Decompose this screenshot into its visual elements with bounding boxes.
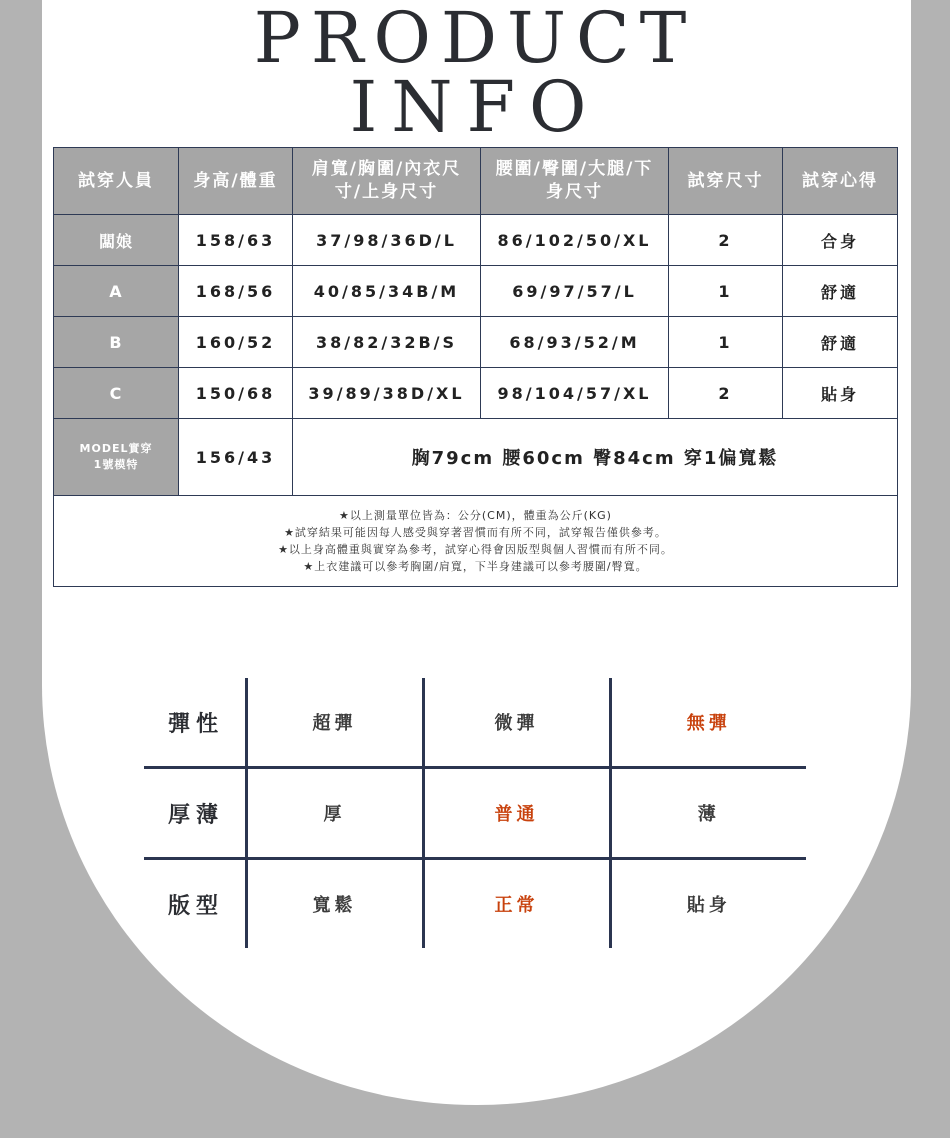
note-line: ★上衣建議可以參考胸圍/肩寬，下半身建議可以參考腰圍/臀寬。 [303,560,648,573]
row-lower: 86/102/50/XL [481,215,669,266]
attribute-row-fit [144,859,806,949]
header-try-size: 試穿尺寸 [669,148,783,215]
header-upper-size [293,148,481,215]
size-table [53,147,898,587]
row-tester-name: C [54,368,179,419]
attribute-row-thickness [144,768,806,859]
row-lower: 69/97/57/L [481,266,669,317]
header-lower-size-label: 腰圍/臀圍/大腿/下身尺寸 [495,159,654,202]
row-height-weight: 150/68 [179,368,293,419]
header-lower-size [481,148,669,215]
attribute-option: 厚 [246,768,423,859]
header-tester: 試穿人員 [54,148,179,215]
row-size: 1 [669,317,783,368]
row-lower: 98/104/57/XL [481,368,669,419]
model-measurement-note: 胸79cm 腰60cm 臀84cm 穿1偏寬鬆 [293,419,898,496]
row-size: 2 [669,215,783,266]
attribute-option: 寬鬆 [246,859,423,949]
table-row [54,215,898,266]
row-upper: 37/98/36D/L [293,215,481,266]
title-info: INFO [349,66,601,148]
measurement-notes [54,496,898,587]
fabric-attributes-grid [144,678,806,948]
row-tester-name: B [54,317,179,368]
row-height-weight: 168/56 [179,266,293,317]
table-row [54,266,898,317]
attribute-row-elasticity [144,678,806,768]
attribute-option: 超彈 [246,678,423,768]
attribute-option: 貼身 [610,859,806,949]
row-lower: 68/93/52/M [481,317,669,368]
row-height-weight: 160/52 [179,317,293,368]
model-label-line2: 1號模特 [93,458,139,471]
row-feedback: 舒適 [783,266,898,317]
attribute-label: 版型 [144,859,246,949]
row-upper: 40/85/34B/M [293,266,481,317]
header-feedback: 試穿心得 [783,148,898,215]
attribute-option-selected: 普通 [423,768,610,859]
title-product: PRODUCT [253,0,697,79]
size-table-header-row [54,148,898,215]
model-row [54,419,898,496]
note-line: ★試穿結果可能因每人感受與穿著習慣而有所不同，試穿報告僅供參考。 [284,526,667,539]
row-size: 2 [669,368,783,419]
row-tester-name: 闆娘 [54,215,179,266]
attribute-option-selected: 正常 [423,859,610,949]
model-label-line1: MODEL實穿 [79,442,153,455]
row-size: 1 [669,266,783,317]
row-feedback: 貼身 [783,368,898,419]
note-line: ★以上身高體重與實穿為參考，試穿心得會因版型與個人習慣而有所不同。 [278,543,673,556]
row-tester-name: A [54,266,179,317]
row-upper: 39/89/38D/XL [293,368,481,419]
attribute-option: 薄 [610,768,806,859]
note-line: ★以上測量單位皆為：公分(CM)，體重為公斤(KG) [339,509,612,522]
row-height-weight: 158/63 [179,215,293,266]
attribute-option: 微彈 [423,678,610,768]
attribute-label: 彈性 [168,711,225,737]
header-upper-size-label: 肩寬/胸圍/內衣尺寸/上身尺寸 [311,159,462,202]
attribute-label: 厚薄 [144,768,246,859]
notes-row [54,496,898,587]
table-row [54,317,898,368]
row-feedback: 舒適 [783,317,898,368]
model-label [54,419,179,496]
model-height-weight: 156/43 [179,419,293,496]
attribute-option-selected: 無彈 [610,678,806,768]
header-height-weight: 身高/體重 [179,148,293,215]
row-feedback: 合身 [783,215,898,266]
row-upper: 38/82/32B/S [293,317,481,368]
table-row [54,368,898,419]
